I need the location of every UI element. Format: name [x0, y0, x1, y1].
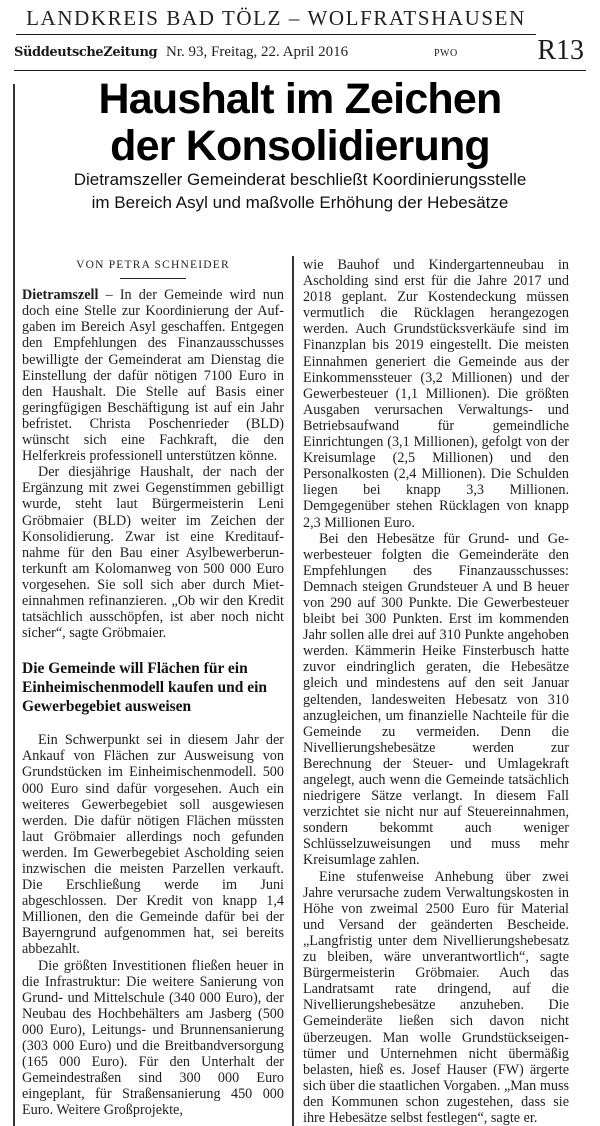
headline-line-2: der Konsolidierung: [110, 122, 490, 170]
subhead-line-2: im Bereich Asyl und maßvolle Erhöhung der Hebesätze: [91, 193, 509, 212]
byline-rule: [120, 278, 186, 279]
dateline-bar: [14, 36, 586, 71]
lead-text: – In der Gemeinde wird nun doch eine Stelle zur Koordinierung der Aufgaben im Bereich Asyl geschaffen. Entgegen den Empfehlungen des Finanzausschusses bewilligte der Gemeinderat am Dienstag die Einstellung der dafür nötigen 7100 Euro in den Haushalt. Die Stelle auf Basis einer geringfügigen Beschäftigung ist auf ein Jahr befristet. Christa Poschenrieder (BLD) wünscht sich eine Fachkraft, die den Helferkreis professionell unterstützen könne.: [22, 287, 284, 465]
paragraph: Eine stufenweise Anhebung über zwei Jahre verursache zudem Verwaltungskosten in Höhe von zweimal 2500 Euro für Material und Versand der geänderten Bescheide. „Langfristig unter dem Nivellierungshebesatz zu bleiben, wäre unverantwortlich“, sagte Bürgermeisterin Gröbmaier. Auch das Landratsamt rate dringend, auf die Nivellierungshebesätze anzuheben. Die Gemeinderäte ließen sich davon nicht überzeugen. Man wolle Grundstückseigentümer und Unternehmen nicht übermäßig belasten, hieß es. Josef Hauser (FW) ärgerte sich über die staatlichen Vorgaben. „Man muss den Kommunen schon zugestehen, dass sie ihre Hebesätze selbst festlegen“, sagte er.: [303, 868, 569, 1126]
dateline-location: Dietramszell: [22, 287, 99, 304]
paragraph: Der diesjährige Haushalt, der nach der Ergänzung mit zwei Gegenstimmen gebilligt wurde, steht laut Bürgermeisterin Leni Gröbmaier (BLD) weiter im Zeichen der Konsolidierung. Zwar ist eine Kreditaufnahme für den Bau einer Asylbewerberunterkunft am Kolomanweg von 500 000 Euro vorgesehen. Sie soll sich aber durch Mieteinnahmen refinanzieren. „Ob wir den Kredit tatsächlich ausschöpfen, ist aber noch nicht sicher“, sagte Gröbmaier.: [22, 464, 284, 642]
headline: [20, 76, 580, 170]
newspaper-logo: SüddeutscheZeitung: [14, 45, 158, 60]
page-number: R13: [537, 35, 584, 66]
subheadline: [20, 168, 580, 214]
section-header: LANDKREIS BAD TÖLZ – WOLFRATSHAUSEN: [16, 4, 536, 35]
paragraph-continued: wie Bauhof und Kindergartenneubau in Ascholding sind erst für die Jahre 2017 und 2018 geplant. Zur Kostendeckung müssen vermutlich die Rücklagen herangezogen werden. Auch Grundstücksverkäufe sind im Finanzplan bis 2019 eingestellt. Die meisten Einnahmen generiert die Gemeinde aus der Einkommenssteuer (3,2 Millionen) und der Gewerbesteuer (1,1 Millionen). Die größten Ausgaben verursachen Verwaltungs- und Betriebsaufwand für gemeindliche Einrichtungen (3,1 Millionen), gefolgt von der Kreisumlage (2,5 Millionen) und den Personalkosten (2,4 Millionen). Die Schulden liegen bei knapp 3,3 Millionen. Demgegenüber stehen Rücklagen von knapp 2,3 Millionen Euro.: [303, 257, 569, 531]
subhead-line-1: Dietramszeller Gemeinderat beschließt Koordinierungsstelle: [73, 170, 527, 189]
column-divider: [292, 256, 294, 1126]
lead-paragraph: [22, 287, 284, 464]
edition-code: PWO: [434, 48, 458, 59]
paragraph: Bei den Hebesätze für Grund- und Gewerbesteuer folgten die Gemeinderäte den Empfehlungen des Finanzausschusses: Demnach steigen Grundsteuer A und B heuer von 290 auf 300 Punkte. Die Gewerbesteuer bleibt bei 300 Punkten. Erst im kommenden Jahr sollen alle drei auf 310 Punkte angehoben werden. Kämmerin Heike Finsterbusch hatte zuvor eindringlich geraten, die Hebesätze gleich und mindestens auf den seit Januar geltenden, landesweiten Hebesatz von 310 anzugleichen, um finanzielle Nachteile für die Gemeinde zu vermeiden. Denn die Nivellierungshebesätze werden zur Berechnung der Steuer- und Umlagekraft angelegt, auch wenn die Gemeinde tatsächlich niedrigere Sätze verlangt. In diesem Fall verzichtet sie nicht nur auf Steuereinnahmen, sondern bekommt auch weniger Schlüsselzuweisungen und muss mehr Kreisumlage zahlen.: [303, 530, 569, 869]
article-column-right: [303, 257, 569, 1126]
paragraph: Ein Schwerpunkt sei in diesem Jahr der Ankauf von Flächen zur Ausweisung von Grundstücken im Einheimischenmodell. 500 000 Euro sind dafür vorgesehen. Auch ein weiteres Gewerbegebiet soll ausgewiesen werden. Die dafür nötigen Flächen müssten laut Gröbmaier allerdings noch gefunden werden. Im Gewerbegebiet Ascholding seien inzwischen die meisten Parzellen verkauft. Die Erschließung werde im Juni abgeschlossen. Der Kredit von knapp 1,4 Millionen, den die Gemeinde dafür bei der Bayerngrund aufgenommen hat, sei bereits abbezahlt.: [22, 732, 284, 958]
headline-line-1: Haushalt im Zeichen: [98, 75, 502, 123]
crosshead: Die Gemeinde will Flächen für ein Einheimischenmodell kaufen und ein Gewerbegebiet ausweisen: [22, 660, 268, 716]
article-column-left: [22, 258, 284, 1119]
article-left-rule: [13, 84, 15, 1126]
paragraph: Die größten Investitionen fließen heuer in die Infrastruktur: Die weitere Sanierung von Grund- und Mittelschule (340 000 Euro), der Neubau des Hochbehälters am Jasberg (500 000 Euro), Leitungs- und Brunnensanierung (303 000 Euro) und die Breitbandversorgung (165 000 Euro). Für den Unterhalt der Gemeindestraßen sind 300 000 Euro eingeplant, für Straßensanierung 450 000 Euro. Weitere Großprojekte,: [22, 957, 284, 1119]
byline: VON PETRA SCHNEIDER: [76, 259, 230, 271]
issue-date: Nr. 93, Freitag, 22. April 2016: [166, 44, 349, 60]
